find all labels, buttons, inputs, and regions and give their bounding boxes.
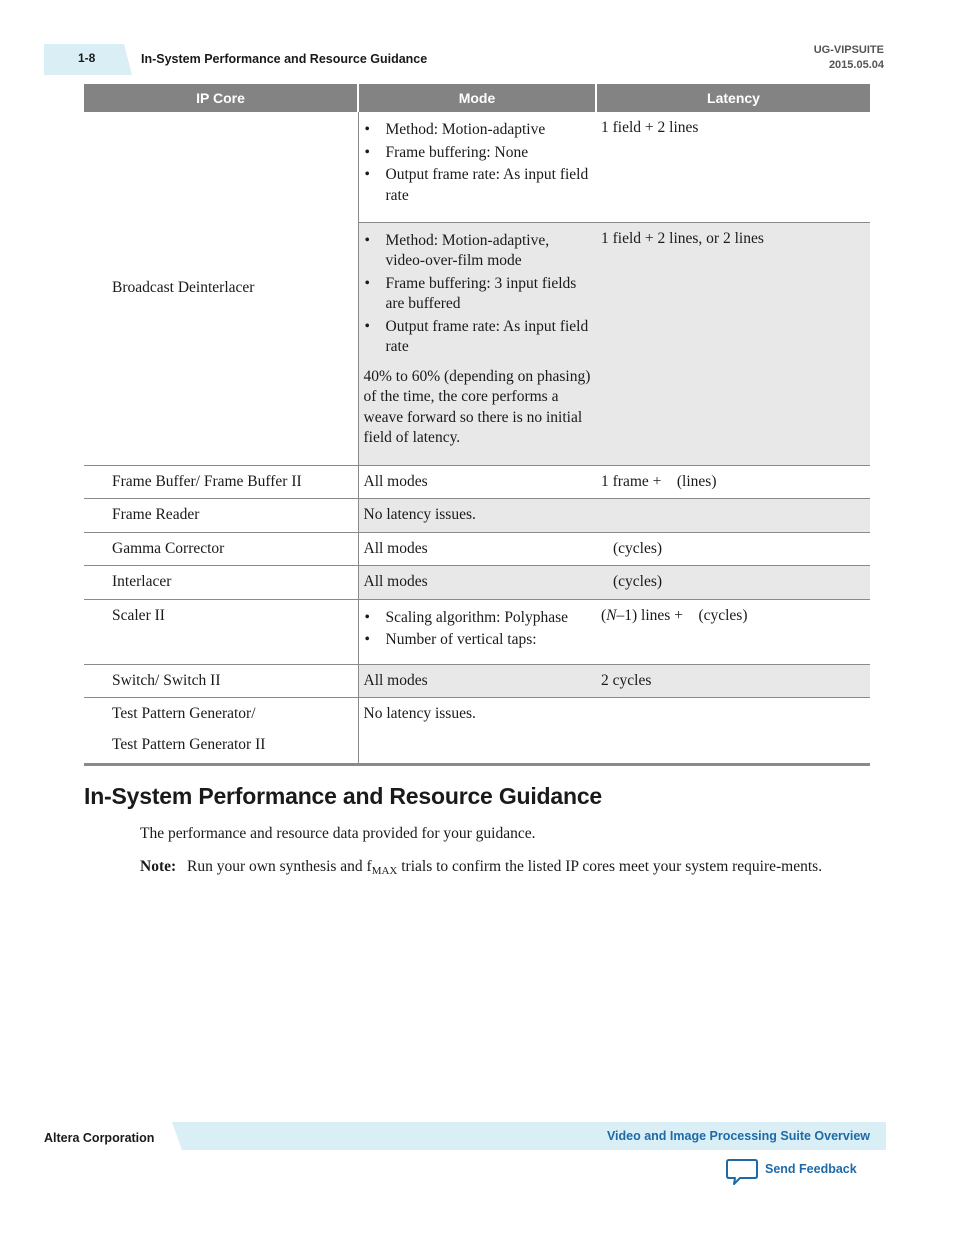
table-row xyxy=(84,664,870,698)
footer-doc-title-link[interactable]: Video and Image Processing Suite Overview xyxy=(606,1129,870,1143)
latency-cell: 2 cycles xyxy=(596,664,870,698)
note-label: Note: xyxy=(140,858,177,875)
ip-core-cell: Gamma Corrector xyxy=(84,532,358,566)
latency-cell: 1 field + 2 lines xyxy=(601,119,699,136)
header-section-title: In-System Performance and Resource Guidance xyxy=(141,52,428,66)
ip-core-cell xyxy=(84,698,358,765)
table-row xyxy=(84,599,870,664)
mode-cell: No latency issues. xyxy=(358,698,870,765)
send-feedback-link[interactable]: Send Feedback xyxy=(765,1162,857,1176)
latency-cell: (cycles) xyxy=(596,532,870,566)
latency-cell: (cycles) xyxy=(596,566,870,600)
list-item: • Scaling algorithm: Polyphase xyxy=(386,608,592,629)
note-text-pre: Run your own synthesis and f xyxy=(187,858,372,875)
list-item: • Method: Motion-adaptive, video-over-film mode xyxy=(386,231,592,272)
latency-rest: –1) lines + (cycles) xyxy=(616,606,748,624)
latency-variable: N xyxy=(606,606,617,624)
table-row xyxy=(84,698,870,765)
mode-cell xyxy=(358,599,596,664)
mode-list xyxy=(364,231,592,358)
ip-core-line: Test Pattern Generator/ xyxy=(112,705,256,722)
column-header-ip-core: IP Core xyxy=(84,84,358,112)
ip-core-cell: Frame Reader xyxy=(84,499,358,533)
mode-cell xyxy=(358,222,596,465)
column-header-mode: Mode xyxy=(358,84,596,112)
note-text-post: trials to confirm the listed IP cores meet your system require-ments. xyxy=(397,858,823,875)
table-row xyxy=(84,566,870,600)
list-item: • Method: Motion-adaptive xyxy=(386,120,592,141)
mode-cell: All modes xyxy=(358,532,596,566)
mode-cell xyxy=(358,112,596,222)
table-row xyxy=(84,112,870,222)
latency-cell xyxy=(596,599,870,664)
doc-id: UG-VIPSUITE xyxy=(813,44,884,56)
ip-core-cell: Broadcast Deinterlacer xyxy=(112,279,255,296)
list-item: • Frame buffering: 3 input fields are buffered xyxy=(386,274,592,315)
table-row xyxy=(84,499,870,533)
latency-table xyxy=(84,84,870,766)
mode-note: 40% to 60% (depending on phasing) of the time, the core performs a weave forward so there is no initial field of latency. xyxy=(363,367,591,446)
doc-info xyxy=(814,43,884,73)
section-title: In-System Performance and Resource Guidance xyxy=(84,783,603,809)
table-row xyxy=(84,465,870,499)
fmax-subscript: MAX xyxy=(371,865,398,877)
list-item: • Frame buffering: None xyxy=(386,143,592,164)
feedback-icon[interactable] xyxy=(726,1158,758,1186)
mode-list xyxy=(364,120,592,206)
note-text xyxy=(187,856,860,882)
mode-cell: All modes xyxy=(358,664,596,698)
doc-date: 2015.05.04 xyxy=(828,59,884,71)
ip-core-cell: Interlacer xyxy=(84,566,358,600)
ip-core-line: Test Pattern Generator II xyxy=(112,735,266,753)
list-item: • Output frame rate: As input field rate xyxy=(386,165,592,206)
footer-company: Altera Corporation xyxy=(44,1131,155,1145)
body-paragraph: The performance and resource data provided for your guidance. xyxy=(140,825,536,842)
table-row xyxy=(84,532,870,566)
latency-cell: 1 frame + (lines) xyxy=(596,465,870,499)
latency-cell: 1 field + 2 lines, or 2 lines xyxy=(596,222,870,465)
list-item: • Number of vertical taps: xyxy=(386,630,592,651)
table-header-row xyxy=(84,84,870,112)
mode-cell: No latency issues. xyxy=(358,499,870,533)
mode-cell: All modes xyxy=(358,566,596,600)
ip-core-cell: Switch/ Switch II xyxy=(84,664,358,698)
ip-core-cell: Scaler II xyxy=(84,599,358,664)
mode-list xyxy=(364,608,592,651)
ip-core-cell: Frame Buffer/ Frame Buffer II xyxy=(84,465,358,499)
note-block xyxy=(140,856,860,882)
mode-cell: All modes xyxy=(358,465,596,499)
page-number: 1-8 xyxy=(78,51,96,65)
latency-open: ( xyxy=(601,606,607,624)
column-header-latency: Latency xyxy=(596,84,870,112)
list-item: • Output frame rate: As input field rate xyxy=(386,317,592,358)
